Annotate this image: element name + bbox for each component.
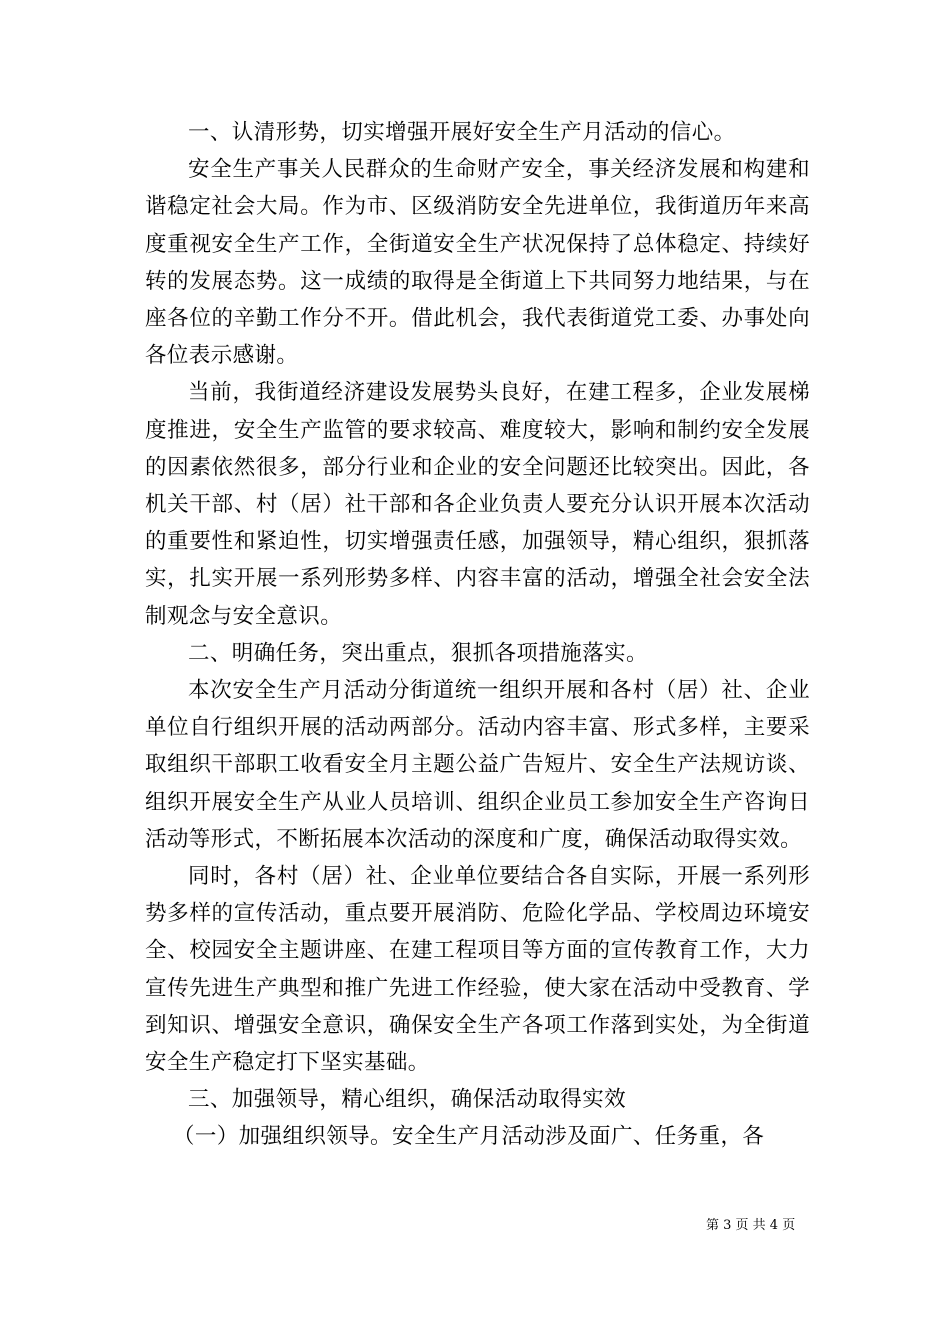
section-heading-3: 三、加强领导，精心组织，确保活动取得实效	[188, 1087, 627, 1113]
section-heading-2: 二、明确任务，突出重点，狠抓各项措施落实。	[188, 640, 648, 666]
body-paragraph: 安全生产事关人民群众的生命财产安全，事关经济发展和构建和谐稳定社会大局。作为市、区级消防安全先进单位，我街道历年来高度重视安全生产工作，全街道安全生产状况保持了总体稳定、持续好转的发展态势。这一成绩的取得是全街道上下共同努力地结果，与在座各位的辛勤工作分不开。借此机会，我代表街道党工委、办事处向各位表示感谢。	[145, 157, 810, 369]
body-paragraph: 当前，我街道经济建设发展势头良好，在建工程多，企业发展梯度推进，安全生产监管的要求较高、难度较大，影响和制约安全发展的因素依然很多，部分行业和企业的安全问题还比较突出。因此，各机关干部、村（居）社干部和各企业负责人要充分认识开展本次活动的重要性和紧迫性，切实增强责任感，加强领导，精心组织，狠抓落实，扎实开展一系列形势多样、内容丰富的活动，增强全社会安全法制观念与安全意识。	[145, 380, 810, 629]
document-body	[145, 114, 810, 1156]
subsection-paragraph: （一）加强组织领导。安全生产月活动涉及面广、任务重，各	[172, 1124, 765, 1150]
page-number-footer: 第 3 页 共 4 页	[706, 1218, 796, 1233]
section-heading-1: 一、认清形势，切实增强开展好安全生产月活动的信心。	[188, 120, 736, 145]
body-paragraph: 本次安全生产月活动分街道统一组织开展和各村（居）社、企业单位自行组织开展的活动两部分。活动内容丰富、形式多样，主要采取组织干部职工收看安全月主题公益广告短片、安全生产法规访谈、组织开展安全生产从业人员培训、组织企业员工参加安全生产咨询日活动等形式，不断拓展本次活动的深度和广度，确保活动取得实效。	[145, 678, 810, 852]
body-paragraph: 同时，各村（居）社、企业单位要结合各自实际，开展一系列形势多样的宣传活动，重点要开展消防、危险化学品、学校周边环境安全、校园安全主题讲座、在建工程项目等方面的宣传教育工作，大力宣传先进生产典型和推广先进工作经验，使大家在活动中受教育、学到知识、增强安全意识，确保安全生产各项工作落到实处，为全街道安全生产稳定打下坚实基础。	[145, 864, 810, 1076]
